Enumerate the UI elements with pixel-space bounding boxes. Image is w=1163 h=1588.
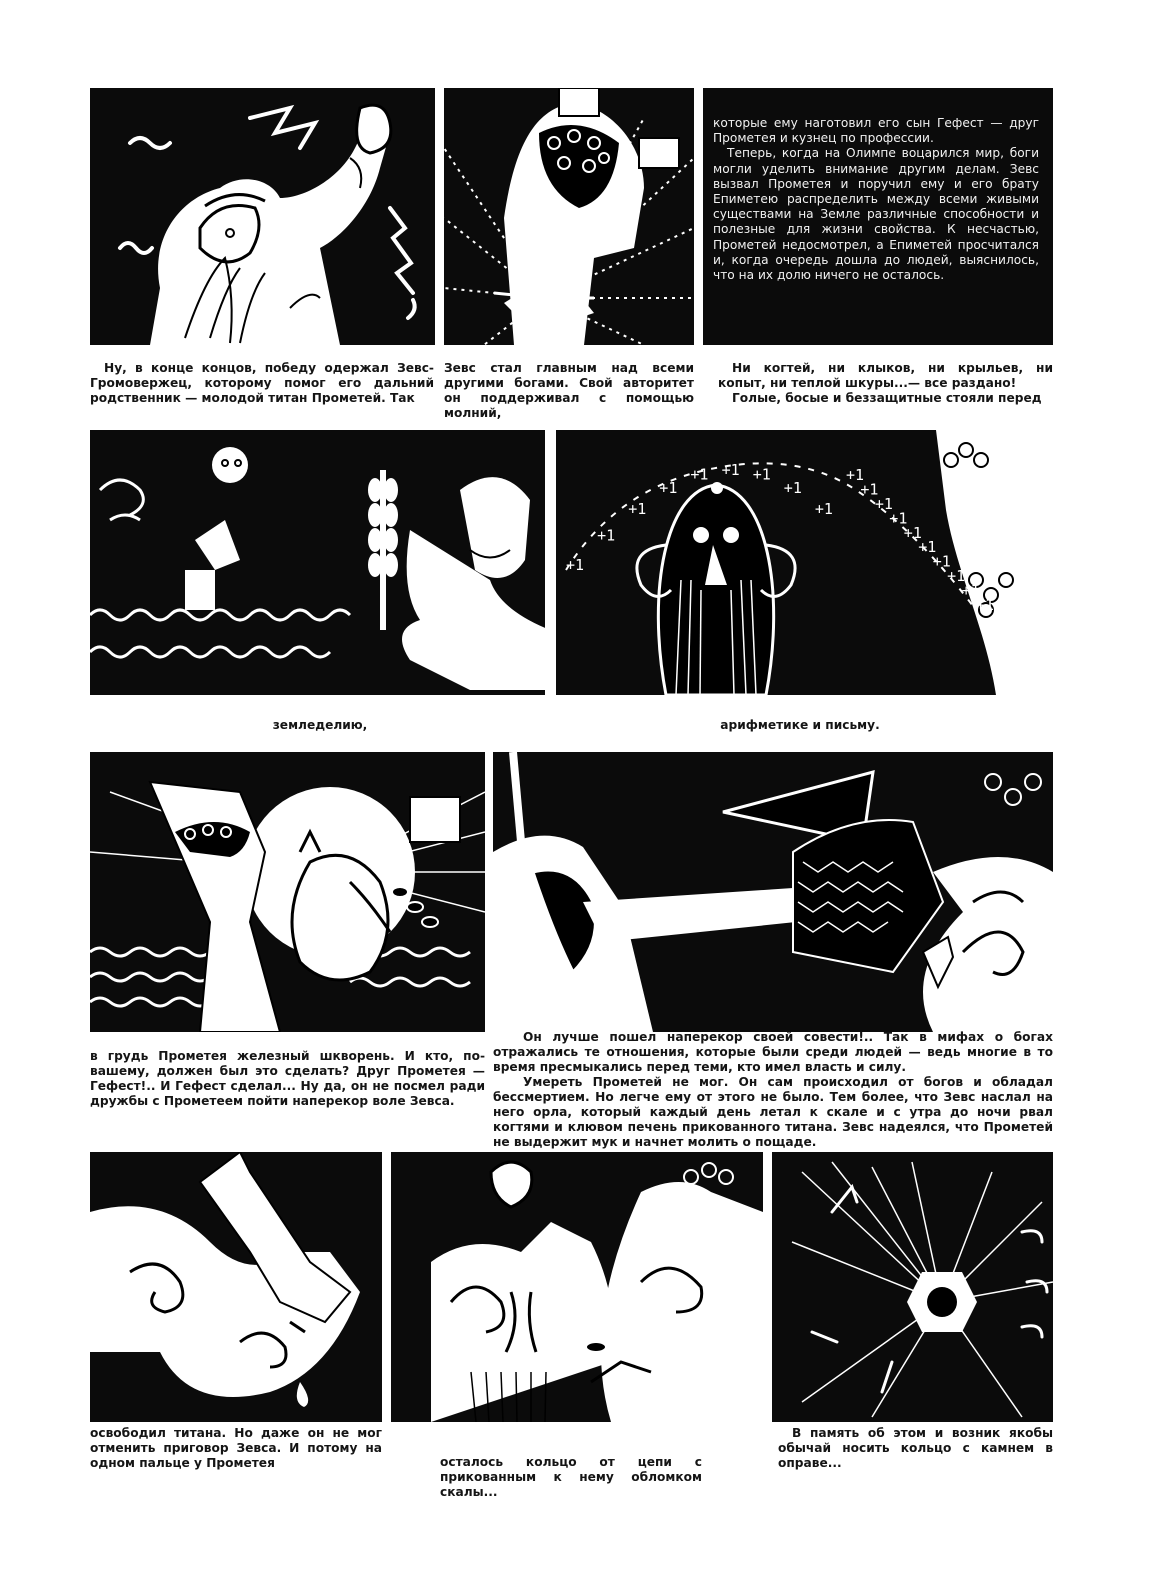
counting-glyph: +1	[597, 526, 616, 545]
caption-text: Зевс стал главным над всеми другими богами. Свой авторитет он поддерживал с помощью молний,	[444, 361, 694, 420]
caption-text: земледелию,	[272, 718, 368, 732]
panel-hephaestus-forge	[444, 88, 694, 345]
counting-glyph: +1	[918, 538, 937, 557]
caption-row3-1	[90, 1049, 485, 1109]
ring-stone-illustration	[772, 1152, 1053, 1422]
counting-glyph: +1	[961, 581, 980, 600]
caption-row3-2	[493, 1030, 1053, 1150]
counting-glyph: +1	[889, 509, 908, 528]
counting-glyph: +1	[903, 523, 922, 542]
caption-text: В память об этом и возник якобы обычай носить кольцо с камнем в оправе...	[778, 1426, 1053, 1470]
counting-glyph: +1	[947, 567, 966, 586]
counting-glyph: +1	[659, 479, 678, 498]
caption-text: освободил титана. Но даже он не мог отменить приговор Зевса. И потому на одном пальце у Прометея	[90, 1426, 382, 1470]
caption-text: арифметике и письму.	[720, 718, 880, 732]
freeing-illustration	[90, 1152, 382, 1422]
caption-row2-2	[690, 718, 910, 733]
caption-row4-3	[778, 1426, 1053, 1471]
counting-glyph: +1	[932, 552, 951, 571]
caption-row2-1	[210, 718, 430, 733]
counting-glyph: +1	[814, 500, 833, 519]
counting-glyph: +1	[690, 465, 709, 484]
panel-arithmetic	[556, 430, 1053, 695]
panel-zeus-lightning	[90, 88, 435, 345]
panel-chaining	[90, 752, 485, 1032]
counting-glyph: +1	[846, 466, 865, 484]
counting-glyph: +1	[752, 465, 771, 484]
caption-text: Ну, в конце концов, победу одержал Зевс-Громовержец, которому помог его дальний родственник — молодой титан Прометей. Так	[90, 361, 434, 405]
narration-paragraph: Теперь, когда на Олимпе воцарился мир, боги могли уделить внимание другим делам. Зевс вызвал Прометея и поручил ему и его брату Епиметею распределить между всеми живыми существами на Земле различные способности и полезные для жизни свойства. К несчастью, Прометей недосмотрел, а Епиметей просчитался и, когда очередь дошла до людей, выяснилось, что на их долю ничего не осталось.	[713, 146, 1039, 283]
panel-ring-stone	[772, 1152, 1053, 1422]
caption-row1-3	[718, 361, 1053, 406]
panel-eagle	[493, 752, 1053, 1032]
panel-narration	[713, 116, 1039, 283]
caption-row4-1	[90, 1426, 382, 1471]
arithmetic-illustration	[556, 430, 1053, 695]
counting-glyph: +1	[721, 461, 740, 479]
caption-text: Ни когтей, ни клыков, ни крыльев, ни копыт, ни теплой шкуры...— все раздано!	[718, 361, 1053, 390]
caption-text: Умереть Прометей не мог. Он сам происходил от богов и обладал бессмертием. Но легче ему от этого не было. Тем более, что Зевс наслал на него орла, который каждый день летал к скале и с утра до ночи рвал когтями и клювом печень прикованного титана. Зевс надеялся, что Прометей не выдержит мук и начнет молить о пощаде.	[493, 1075, 1053, 1149]
caption-text: Он лучше пошел наперекор своей совести!.. Так в мифах о богах отражались те отношения, которые были среди людей — ведь многие в то время пресмыкались перед теми, кто имел власть и силу.	[493, 1030, 1053, 1074]
eagle-illustration	[493, 752, 1053, 1032]
narration-paragraph: которые ему наготовил его сын Гефест — друг Прометея и кузнец по профессии.	[713, 116, 1039, 146]
panel-freeing	[90, 1152, 382, 1422]
counting-glyph: +1	[860, 480, 879, 499]
hephaestus-illustration	[444, 88, 694, 345]
panel-text-block	[703, 88, 1053, 345]
caption-text: в грудь Прометея железный шкворень. И кто, по-вашему, должен был это сделать? Друг Прометея — Гефест!.. И Гефест сделал... Ну да, он не посмел ради дружбы с Прометеем пойти наперекор воле Зевса.	[90, 1049, 485, 1108]
panel-ring-forged	[391, 1152, 763, 1422]
ring-forging-illustration	[391, 1152, 763, 1422]
counting-glyph: +1	[783, 479, 802, 498]
counting-glyph: +1	[874, 494, 893, 513]
caption-text: осталось кольцо от цепи с прикованным к нему обломком скалы...	[440, 1455, 702, 1499]
chaining-illustration	[90, 752, 485, 1032]
counting-glyph: +1	[566, 556, 585, 574]
caption-row1-1	[90, 361, 434, 406]
caption-text: Голые, босые и беззащитные стояли перед	[732, 391, 1042, 405]
caption-row4-2	[440, 1455, 702, 1500]
panel-agriculture	[90, 430, 545, 695]
counting-glyph: +1	[628, 500, 647, 519]
agriculture-illustration	[90, 430, 545, 695]
counting-glyph: +1	[976, 596, 995, 614]
zeus-illustration	[90, 88, 435, 345]
caption-row1-2	[444, 361, 694, 421]
